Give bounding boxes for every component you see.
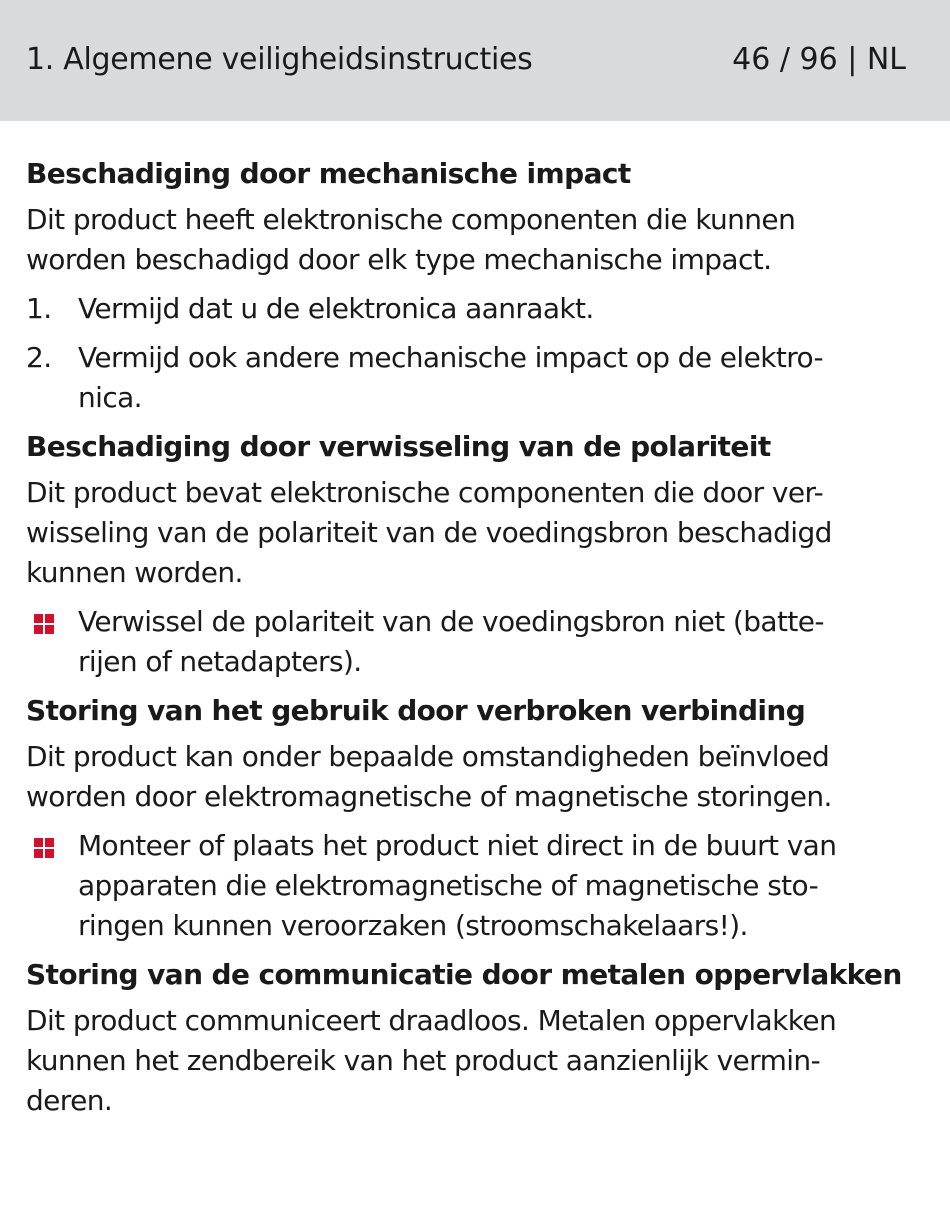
action-text: apparaten die elektromagnetische of magnetische sto- bbox=[78, 869, 819, 902]
section-heading: Storing van de communicatie door metalen oppervlakken bbox=[26, 958, 902, 991]
section-heading: Beschadiging door mechanische impact bbox=[26, 157, 631, 190]
body-line: worden beschadigd door elk type mechanische impact. bbox=[26, 243, 772, 276]
action-bullet-icon bbox=[34, 838, 54, 858]
body-line: Dit product heeft elektronische componenten die kunnen bbox=[26, 203, 796, 236]
step-text: Vermijd ook andere mechanische impact op de elektro- bbox=[78, 341, 824, 374]
section-metal-surfaces bbox=[26, 955, 916, 1121]
chapter-title: 1. Algemene veiligheidsinstructies bbox=[26, 42, 533, 77]
body-line: wisseling van de polariteit van de voedingsbron beschadigd bbox=[26, 516, 832, 549]
body-line: Dit product communiceert draadloos. Metalen oppervlakken bbox=[26, 1004, 837, 1037]
body-line: worden door elektromagnetische of magnetische storingen. bbox=[26, 780, 832, 813]
page-number: 46 / 96 | NL bbox=[732, 42, 906, 77]
action-text: ringen kunnen veroorzaken (stroomschakelaars!). bbox=[78, 909, 748, 942]
page-header bbox=[0, 0, 950, 121]
body-line: deren. bbox=[26, 1084, 113, 1117]
body-line: Dit product bevat elektronische componenten die door ver- bbox=[26, 476, 824, 509]
page-content bbox=[26, 154, 916, 1121]
section-body bbox=[26, 1001, 916, 1121]
action-item bbox=[26, 602, 916, 682]
section-heading: Beschadiging door verwisseling van de polariteit bbox=[26, 430, 771, 463]
section-interference bbox=[26, 691, 916, 946]
step-text: Vermijd dat u de elektronica aanraakt. bbox=[78, 292, 594, 325]
step-number: 1. bbox=[26, 292, 52, 325]
section-mechanical-impact bbox=[26, 154, 916, 418]
body-line: kunnen het zendbereik van het product aanzienlijk vermin- bbox=[26, 1044, 821, 1077]
action-text: Verwissel de polariteit van de voedingsbron niet (batte- bbox=[78, 605, 824, 638]
action-item bbox=[26, 826, 916, 946]
step-number: 2. bbox=[26, 341, 52, 374]
section-heading: Storing van het gebruik door verbroken verbinding bbox=[26, 694, 806, 727]
action-text: Monteer of plaats het product niet direct in de buurt van bbox=[78, 829, 837, 862]
section-body bbox=[26, 200, 916, 280]
action-bullet-icon bbox=[34, 614, 54, 634]
section-body bbox=[26, 473, 916, 593]
numbered-step bbox=[26, 289, 916, 329]
section-polarity bbox=[26, 427, 916, 682]
numbered-step bbox=[26, 338, 916, 418]
body-line: kunnen worden. bbox=[26, 556, 243, 589]
section-body bbox=[26, 737, 916, 817]
body-line: Dit product kan onder bepaalde omstandigheden beïnvloed bbox=[26, 740, 830, 773]
step-text: nica. bbox=[78, 381, 142, 414]
action-text: rijen of netadapters). bbox=[78, 645, 362, 678]
